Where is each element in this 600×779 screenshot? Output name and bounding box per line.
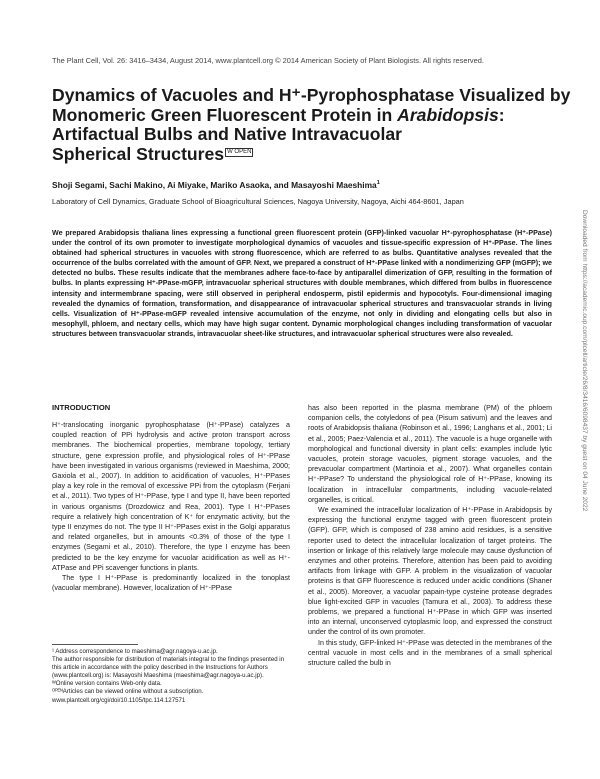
section-heading-introduction: INTRODUCTION [52, 403, 111, 412]
download-watermark: Downloaded from https://academic.oup.com/plcell/article/26/8/3416/6098437 by guest on 04 June 2022 [581, 210, 588, 512]
left-column [52, 420, 290, 593]
running-head: The Plant Cell, Vol. 26: 3416–3434, August 2014, www.plantcell.org © 2014 American Society of Plant Biologists. All rights reserved. [52, 56, 484, 65]
affiliation: Laboratory of Cell Dynamics, Graduate School of Bioagricultural Sciences, Nagoya University, Nagoya, Aichi 464-8601, Japan [52, 197, 464, 206]
title-line-4 [52, 145, 552, 165]
title-line-4-text: Spherical Structures [52, 143, 225, 164]
intro-paragraph-1: H⁺-translocating inorganic pyrophosphatase (H⁺-PPase) catalyzes a coupled reaction of PPi hydrolysis and active proton transport across membranes. The biochemical properties, membrane topology, tertiary structure, gene expression profile, and physiological roles of H⁺-PPase have been investigated in various organisms (reviewed in Maeshima, 2000; Gaxiola et al., 2007). In addition to acidification of vacuoles, H⁺-PPases play a key role in the removal of excessive PPi from the cytoplasm (Ferjani et al., 2011). Two types of H⁺-PPase, type I and type II, have been reported in various organisms (Drozdowicz and Rea, 2001). Type I H⁺-PPases require a relatively high concentration of K⁺ for enzymatic activity, but the type II enzymes do not. The type II H⁺-PPases exist in the Golgi apparatus and related organelles, but in amounts <0.3% of those of the type I enzymes (Segami et al., 2010). Therefore, the type I enzyme has been predicted to be the key enzyme for vacuolar acidification as well as H⁺-ATPase and PPi scavenger functions in plants. [52, 421, 290, 572]
title-colon: : [498, 104, 505, 125]
author-names: Shoji Segami, Sachi Makino, Ai Miyake, Mariko Asaoka, and Masayoshi Maeshima [52, 180, 377, 190]
intro-paragraph-4: We examined the intracellular localization of H⁺-PPase in Arabidopsis by expressing the functional enzyme tagged with green fluorescent protein (GFP). GFP, which is composed of 238 amino acid residues, is a sensitive reporter used to detect the intracellular localization of target proteins. The insertion or linkage of this relatively large molecule may cause dysfunction of enzymes and other proteins. Therefore, attention has been paid to avoiding artifacts from linkage with GFP. A problem in the visualization of vacuolar proteins is that GFP fluorescence is reduced under acidic conditions (Shaner et al., 2005). Moreover, a vacuolar papain-type cysteine protease degrades blue light-excited GFP in vacuoles (Tamura et al., 2003). To address these problems, we prepared a functional H⁺-PPase in which GFP was inserted into an internal, unconserved cytoplasmic loop, and expressed the construct under the control of its own promoter. [308, 506, 552, 637]
right-column [308, 403, 552, 668]
intro-paragraph-5: In this study, GFP-linked H⁺-PPase was detected in the membranes of the central vacuole in most cells and in the membranes of a small spherical structure called the bulb in [308, 638, 552, 668]
title-line-1: Dynamics of Vacuoles and H⁺-Pyrophosphatase Visualized by [52, 85, 571, 105]
author-list [52, 180, 380, 190]
abstract: We prepared Arabidopsis thaliana lines expressing a functional green fluorescent protein (GFP)-linked vacuolar H⁺-pyrophosphatase (H⁺-PPase) under the control of its own promoter to investigate morphological dynamics of vacuoles and tissue-specific expression of H⁺-PPase. The lines obtained had spherical structures in vacuoles with strong fluorescence, which are referred to as bulbs. Quantitative analyses revealed that the occurrence of the bulbs correlated with the amount of GFP. Next, we prepared a construct of H⁺-PPase linked with a nondimerizing GFP (mGFP); we detected no bulbs. These results indicate that the membranes adhere face-to-face by antiparallel dimerization of GFP, resulting in the formation of bulbs. In plants expressing H⁺-PPase-mGFP, intravacuolar spherical structures with double membranes, which differed from bulbs in fluorescence intensity and intermembrane spacing, were still observed in peripheral endosperm, pistil epidermis and hypocotyls. Four-dimensional imaging revealed the dynamics of formation, transformation, and disappearance of intravacuolar spherical structures and transvacuolar strands in living cells. Visualization of H⁺-PPase-mGFP revealed intensive accumulation of the enzyme, not only in dividing and elongating cells but also in mesophyll, phloem, and nectary cells, which may have high sugar content. Dynamic morphological changes including transformation of vacuolar structures between transvacuolar strands, intravacuolar sheet-like structures, and intravacuolar spherical structures were also revealed. [52, 229, 552, 338]
author-affiliation-mark: 1 [376, 180, 380, 187]
title-line-2 [52, 106, 552, 126]
footnotes [52, 648, 290, 705]
intro-paragraph-3: has also been reported in the plasma membrane (PM) of the phloem companion cells, the cotyledons of pea (Pisum sativum) and the leaves and roots of Arabidopsis thaliana (Robinson et al., 1996; Langhans et al., 2001; Li et al., 2005; Paez-Valencia et al., 2011). The vacuole is a huge organelle with morphological and functional diversity in plant cells: examples include lytic vacuoles, protein storage vacuoles, pigment storage vacuoles, and the prevacuolar compartment (Martinoia et al., 2007). What organelles contain H⁺-PPase? To understand the physiological role of H⁺-PPase, knowing its localization in intracellular compartments, including vacuole-related organelles, is critical. [308, 404, 552, 504]
title-species: Arabidopsis [397, 104, 499, 125]
footnote-web-data: ᵂOnline version contains Web-only data. [52, 680, 162, 688]
footnote-correspondence: ¹ Address correspondence to maeshima@agr.nagoya-u.ac.jp. [52, 648, 218, 655]
footnote-author-responsible: The author responsible for distribution of materials integral to the findings presented in this article in accordance with the policy described in the Instructions for Authors (www.plantcell.org) is: Masayoshi Maeshima (maeshima@agr.nagoya-u.ac.jp). [52, 656, 285, 680]
title-line-3: Artifactual Bulbs and Native Intravacuolar [52, 124, 403, 144]
footnote-open-access: ᴼᴾᴱᴺArticles can be viewed online without a subscription. [52, 688, 204, 696]
open-access-badge: W OPEN [227, 148, 252, 155]
article-title [52, 85, 571, 164]
intro-paragraph-2: The type I H⁺-PPase is predominantly localized in the tonoplast (vacuolar membrane). However, localization of H⁺-PPase [52, 574, 290, 593]
title-line-2-text: Monomeric Green Fluorescent Protein in [52, 104, 398, 125]
footnote-rule [52, 644, 138, 645]
footnote-doi: www.plantcell.org/cgi/doi/10.1105/tpc.114.127571 [52, 696, 186, 704]
